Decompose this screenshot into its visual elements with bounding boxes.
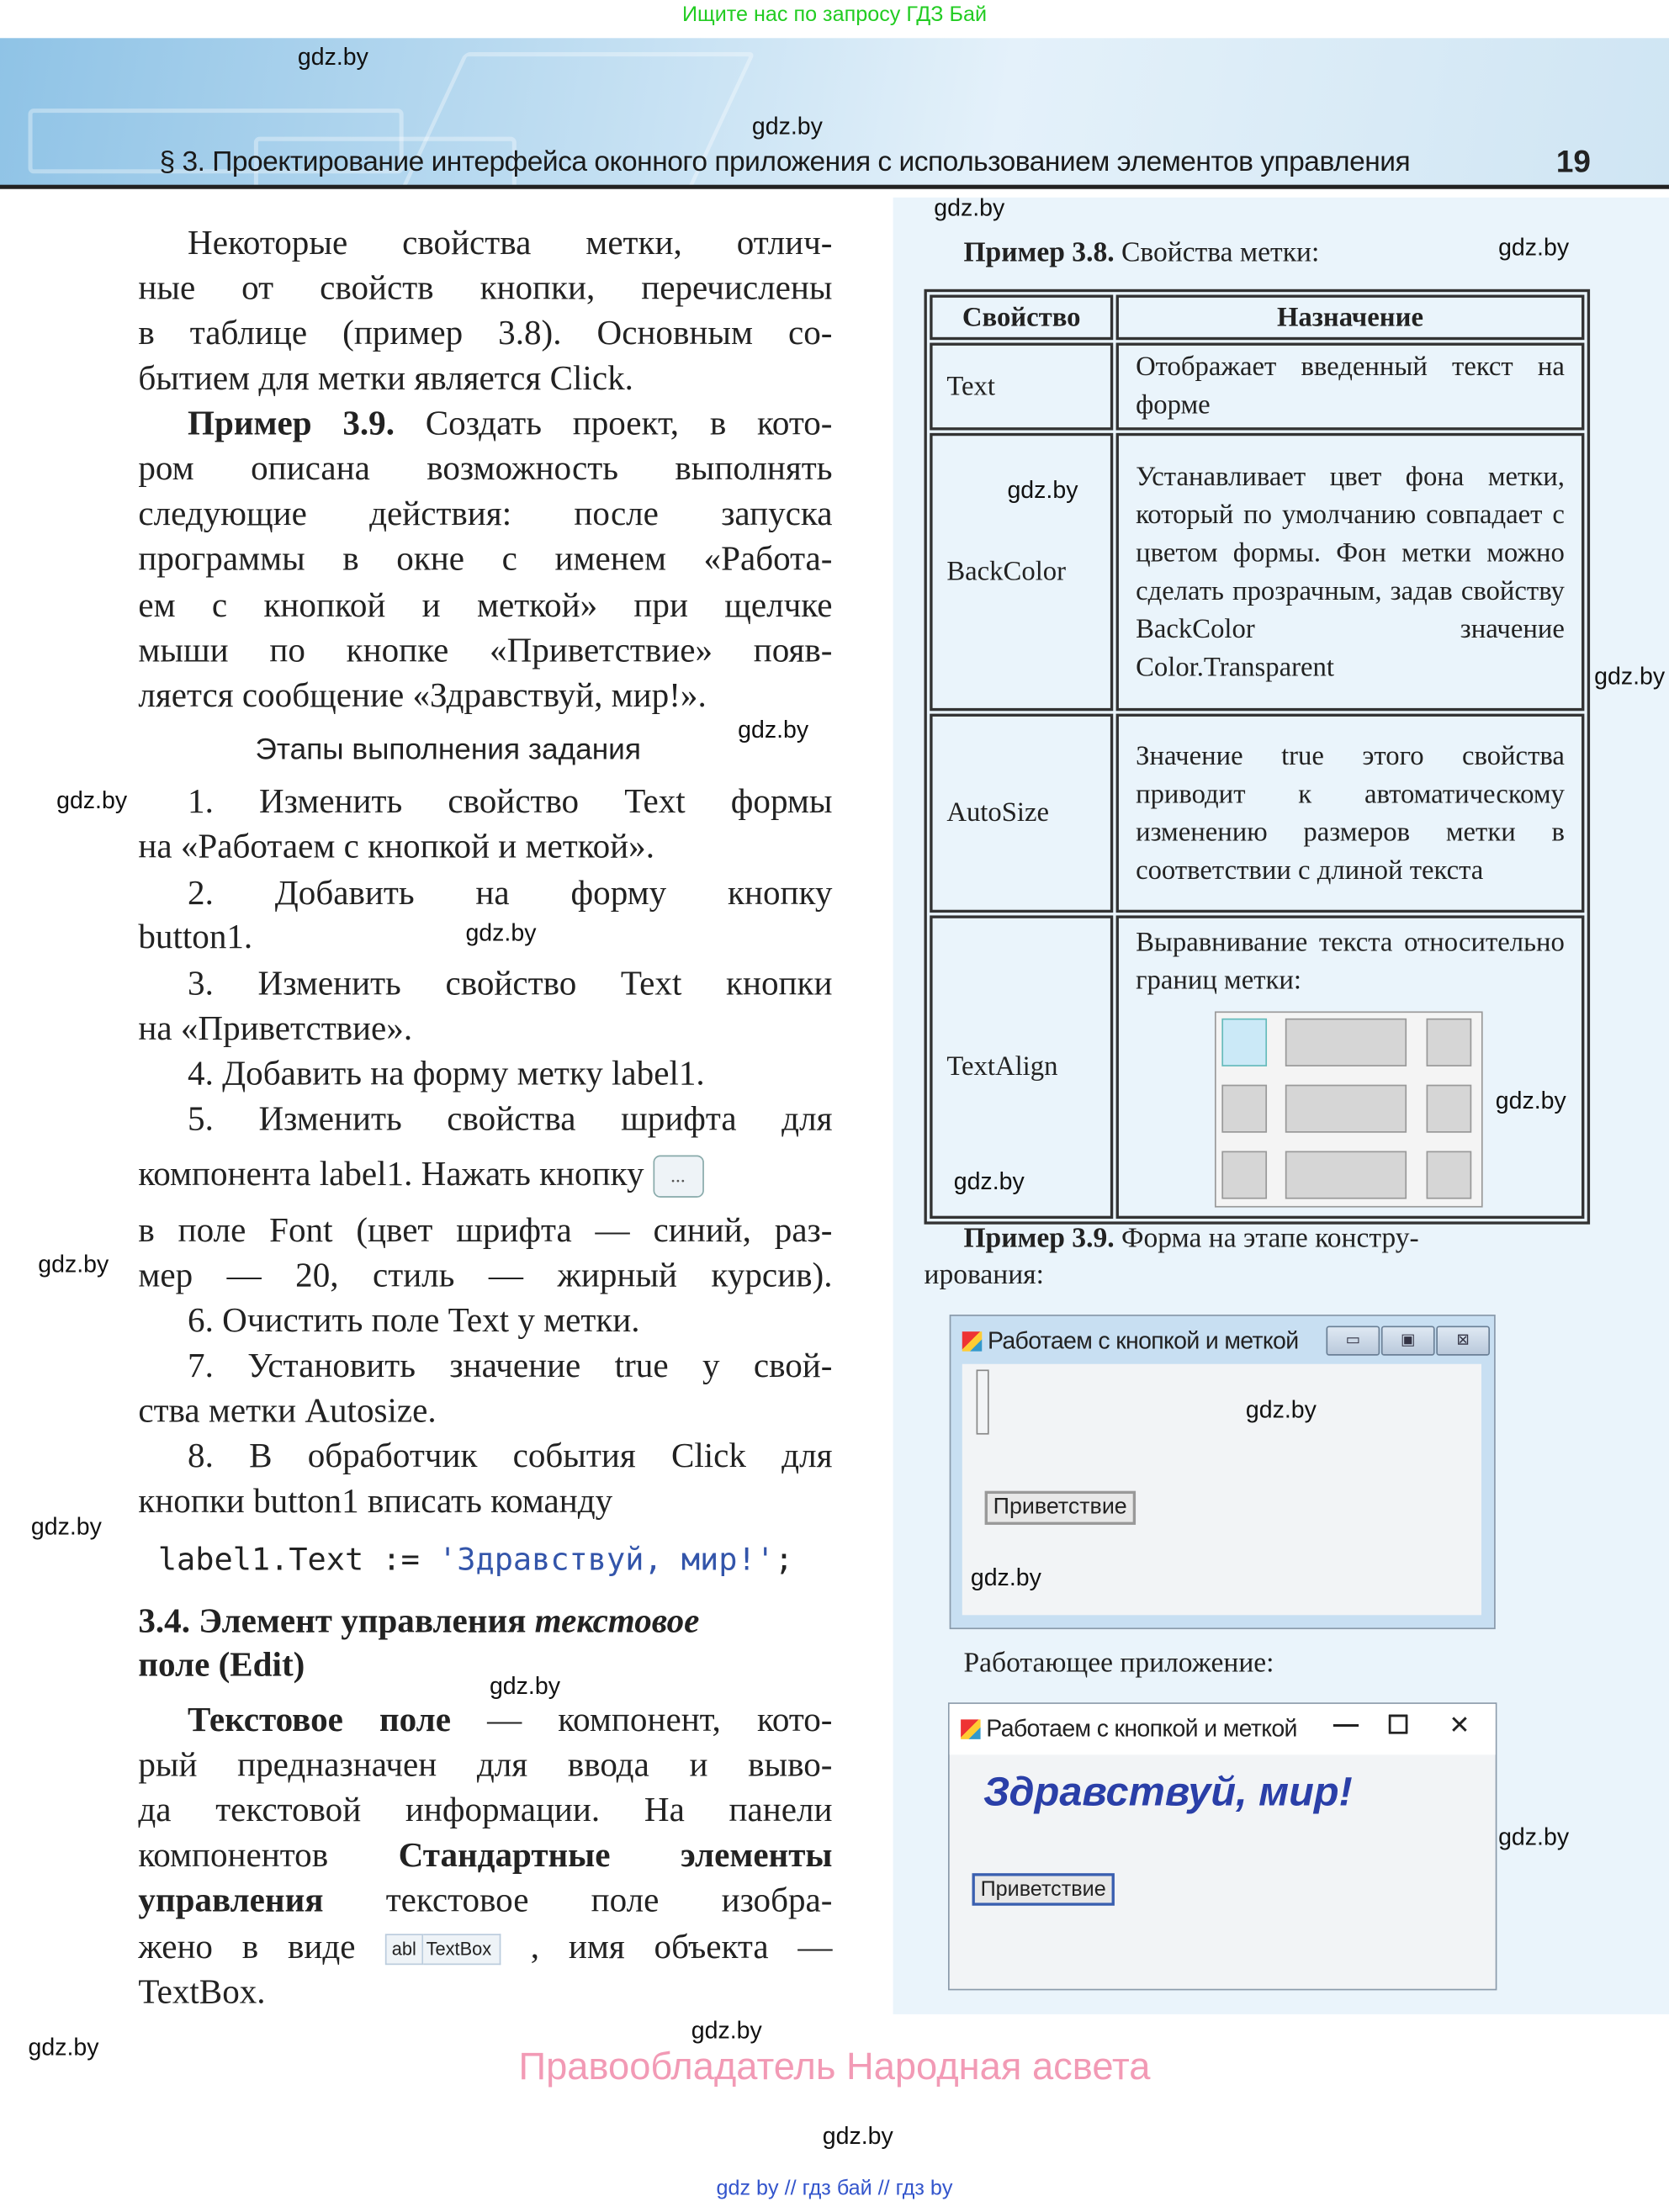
property-description: Значение true этого свойства приводит к автоматическому изменению размеров метки в соответствии с длиной текста [1116, 714, 1585, 913]
caption-text: Свойства метки: [1114, 236, 1320, 268]
top-banner[interactable]: Ищите нас по запросу ГДЗ Бай [681, 3, 988, 27]
text-line [138, 447, 832, 493]
caption-number: Пример 3.8. [963, 236, 1115, 268]
column-header: Свойство [930, 295, 1113, 341]
window-title-row [961, 1715, 1297, 1744]
text-line [188, 780, 832, 825]
text-line [188, 1052, 832, 1098]
text-segment: Пример 3.9. [188, 405, 395, 443]
text-line [138, 825, 832, 871]
header-divider [0, 185, 1669, 189]
text-line [138, 1479, 832, 1525]
text-line [138, 1971, 832, 2016]
text-segment: мыши по кнопке «Приветствие» появ- [138, 632, 833, 670]
chapter-title: § 3. Проектирование интерфейса оконного приложения с использованием элементов управления [159, 146, 1411, 178]
table-header-row [930, 295, 1584, 341]
text-segment: Создать проект, в кото- [395, 405, 833, 443]
watermark-text: gdz.by [489, 1673, 560, 1700]
close-button[interactable]: ⊠ [1436, 1326, 1490, 1355]
example-3-8-caption [963, 237, 1319, 270]
text-line [138, 1600, 832, 1645]
watermark-text: gdz.by [465, 919, 537, 947]
table-row [930, 915, 1584, 1219]
label1-placeholder[interactable] [977, 1369, 989, 1434]
table-row [930, 433, 1584, 711]
text-line [188, 962, 832, 1008]
align-cell [1427, 1151, 1472, 1199]
text-segment: 8. В обработчик события Click для [188, 1437, 833, 1476]
text-line [188, 1698, 832, 1744]
text-segment: рый предназначен для ввода и выво- [138, 1746, 833, 1785]
watermark-text: gdz.by [691, 2017, 762, 2045]
steps-heading: Этапы выполнения задания [255, 733, 641, 766]
text-segment: ром описана возможность выполнять [138, 449, 833, 489]
app-icon [962, 1331, 982, 1351]
align-cell [1221, 1151, 1267, 1199]
text-line [188, 871, 832, 917]
window-title: Работаем с кнопкой и меткой [986, 1715, 1297, 1743]
watermark-text: gdz.by [1007, 476, 1078, 504]
caption-number: Пример 3.9. [963, 1223, 1115, 1254]
property-name: Text [930, 343, 1113, 431]
text-segment: поле (Edit) [138, 1646, 305, 1685]
align-cell [1285, 1151, 1407, 1199]
close-button[interactable]: ✕ [1449, 1711, 1470, 1739]
watermark-text: gdz.by [1498, 1823, 1570, 1851]
text-segment: на «Приветствие». [138, 1009, 413, 1049]
text-segment: на «Работаем с кнопкой и меткой». [138, 828, 654, 866]
text-line [188, 221, 832, 267]
text-line [138, 312, 832, 357]
text-segment: ; [774, 1543, 794, 1579]
text-segment: в таблице (пример 3.8). Основным со- [138, 314, 833, 353]
text-segment: 6. Очистить поле Text у метки. [188, 1301, 640, 1341]
text-line [158, 1537, 852, 1583]
text-line [138, 1789, 832, 1834]
label1-greeting: Здравствуй, мир! [983, 1770, 1353, 1816]
window-title: Работаем с кнопкой и меткой [987, 1327, 1299, 1355]
property-description: Устанавливает цвет фона метки, который по умолчанию совпадает с цветом формы. Фон метки можно сделать прозрачным, задав свойству BackColor значение Color.Transparent [1116, 433, 1585, 711]
text-segment: ные от свойств кнопки, перечислены [138, 269, 833, 308]
text-line [188, 1435, 832, 1480]
text-segment: 2. Добавить на форму кнопку [188, 874, 833, 913]
text-line [138, 1925, 832, 1971]
watermark-text: gdz.by [30, 1513, 102, 1541]
watermark-text: gdz.by [1594, 663, 1666, 691]
text-segment: — компонент, кото- [450, 1701, 833, 1739]
text-line [188, 1299, 832, 1345]
table-row [930, 714, 1584, 913]
text-segment: следующие действия: после запуска [138, 495, 833, 533]
watermark-text: gdz.by [1498, 234, 1570, 262]
text-segment: программы в окне с именем «Работа- [138, 540, 833, 579]
maximize-button[interactable]: ☐ [1386, 1711, 1410, 1739]
text-segment: TextBox. [138, 1973, 266, 2012]
text-segment: Некоторые свойства метки, отлич- [188, 224, 833, 262]
textbox-component-label: TextBox [423, 1934, 501, 1966]
align-cell [1285, 1085, 1407, 1133]
align-cell [1427, 1019, 1472, 1066]
text-segment: 3.4. Элемент управления [138, 1602, 535, 1641]
align-cell [1427, 1085, 1472, 1133]
text-segment: 3. Изменить свойство Text кнопки [188, 965, 833, 1003]
minimize-button[interactable]: — [1333, 1709, 1359, 1738]
text-line [138, 629, 832, 675]
text-segment: 7. Установить значение true у свой- [188, 1347, 833, 1385]
textbox-icon: abl [384, 1934, 423, 1966]
property-name: BackColor [930, 433, 1113, 711]
text-line [138, 1744, 832, 1789]
column-header: Назначение [1116, 295, 1585, 341]
text-segment: Стандартные элементы [398, 1836, 833, 1875]
text-segment: компонентов [138, 1836, 399, 1875]
text-line [138, 675, 832, 720]
property-description: Отображает введенный текст на форме [1116, 343, 1585, 431]
watermark-text: gdz.by [934, 194, 1005, 222]
watermark-text: gdz.by [56, 786, 128, 814]
copyright-footer: Правообладатель Народная асвета [518, 2045, 1151, 2088]
watermark-text: gdz.by [970, 1564, 1041, 1591]
text-line [138, 492, 832, 537]
property-description-cell [1116, 915, 1585, 1219]
text-line [138, 1389, 832, 1435]
text-segment: бытием для метки является Click. [138, 359, 633, 398]
ellipsis-button-icon: ... [653, 1156, 703, 1198]
text-segment: текстовое [534, 1602, 700, 1641]
property-description: Выравнивание текста относительно границ метки: [1136, 928, 1565, 997]
text-segment: кнопки button1 вписать команду [138, 1482, 613, 1521]
text-segment: компонента label1. Нажать кнопку [138, 1155, 653, 1193]
text-segment: да текстовой информации. На панели [138, 1791, 833, 1830]
minimize-button[interactable]: ▭ [1326, 1326, 1380, 1355]
watermark-text: gdz.by [297, 43, 368, 71]
watermark-text: gdz.by [822, 2123, 893, 2150]
text-segment: label1.Text := [157, 1543, 439, 1579]
text-segment: ем с кнопкой и меткой» при щелчке [138, 586, 833, 625]
greeting-button[interactable]: Приветствие [972, 1873, 1115, 1906]
greeting-button[interactable]: Приветствие [985, 1491, 1136, 1525]
maximize-button[interactable]: ▣ [1381, 1326, 1435, 1355]
text-line [138, 1643, 832, 1689]
align-cell [1285, 1019, 1407, 1066]
text-line [188, 1344, 832, 1389]
text-line [188, 402, 832, 447]
app-icon [961, 1719, 980, 1738]
text-line [138, 1254, 832, 1299]
watermark-text: gdz.by [38, 1251, 109, 1278]
watermark-text: gdz.by [738, 716, 809, 744]
watermark-text: gdz.by [28, 2034, 99, 2061]
text-line [138, 1152, 832, 1198]
text-segment: текстовое поле изобра- [323, 1881, 833, 1920]
caption-continuation: ирования: [924, 1259, 1044, 1291]
text-line [138, 1209, 832, 1254]
text-segment: 4. Добавить на форму метку label1. [188, 1055, 705, 1093]
watermark-text: gdz.by [1245, 1396, 1317, 1424]
text-line [138, 1879, 832, 1924]
align-cell-selected [1221, 1019, 1267, 1066]
watermark-text: gdz.by [1495, 1087, 1566, 1114]
text-align-grid-image [1215, 1011, 1483, 1207]
text-line [138, 1007, 832, 1052]
text-segment: 5. Изменить свойства шрифта для [188, 1100, 833, 1139]
text-segment: в поле Font (цвет шрифта — синий, раз- [138, 1211, 833, 1250]
text-segment: button1. [138, 918, 253, 957]
property-name: TextAlign [930, 915, 1113, 1219]
watermark-text: gdz.by [953, 1167, 1025, 1195]
text-line [138, 537, 832, 583]
text-line [138, 1834, 832, 1879]
window-titlebar [962, 1327, 1299, 1356]
running-app-window [948, 1702, 1497, 1990]
page-number: 19 [1555, 144, 1591, 179]
text-segment: Текстовое поле [188, 1701, 451, 1739]
align-cell [1221, 1085, 1267, 1133]
text-segment: 'Здравствуй, мир!' [438, 1543, 775, 1579]
text-line [138, 357, 832, 402]
text-line [138, 584, 832, 629]
label-properties-table [925, 289, 1591, 1225]
table-row [930, 343, 1584, 431]
text-segment: , имя объекта — [501, 1928, 833, 1966]
text-segment: ства метки Autosize. [138, 1392, 437, 1431]
text-segment: жено в виде [138, 1928, 385, 1966]
caption-text: Форма на этапе констру- [1114, 1223, 1419, 1254]
running-app-caption: Работающее приложение: [963, 1647, 1274, 1679]
example-3-9-caption [963, 1223, 1418, 1256]
text-segment: управления [138, 1881, 324, 1920]
text-line [188, 1098, 832, 1143]
footer-links[interactable]: gdz by // гдз бай // гдз by [716, 2176, 953, 2201]
text-segment: 1. Изменить свойство Text формы [188, 782, 833, 822]
text-segment: мер — 20, стиль — жирный курсив). [138, 1257, 833, 1295]
watermark-text: gdz.by [751, 113, 823, 140]
text-segment: ляется сообщение «Здравствуй, мир!». [138, 677, 707, 716]
text-line [138, 267, 832, 312]
property-name: AutoSize [930, 714, 1113, 913]
